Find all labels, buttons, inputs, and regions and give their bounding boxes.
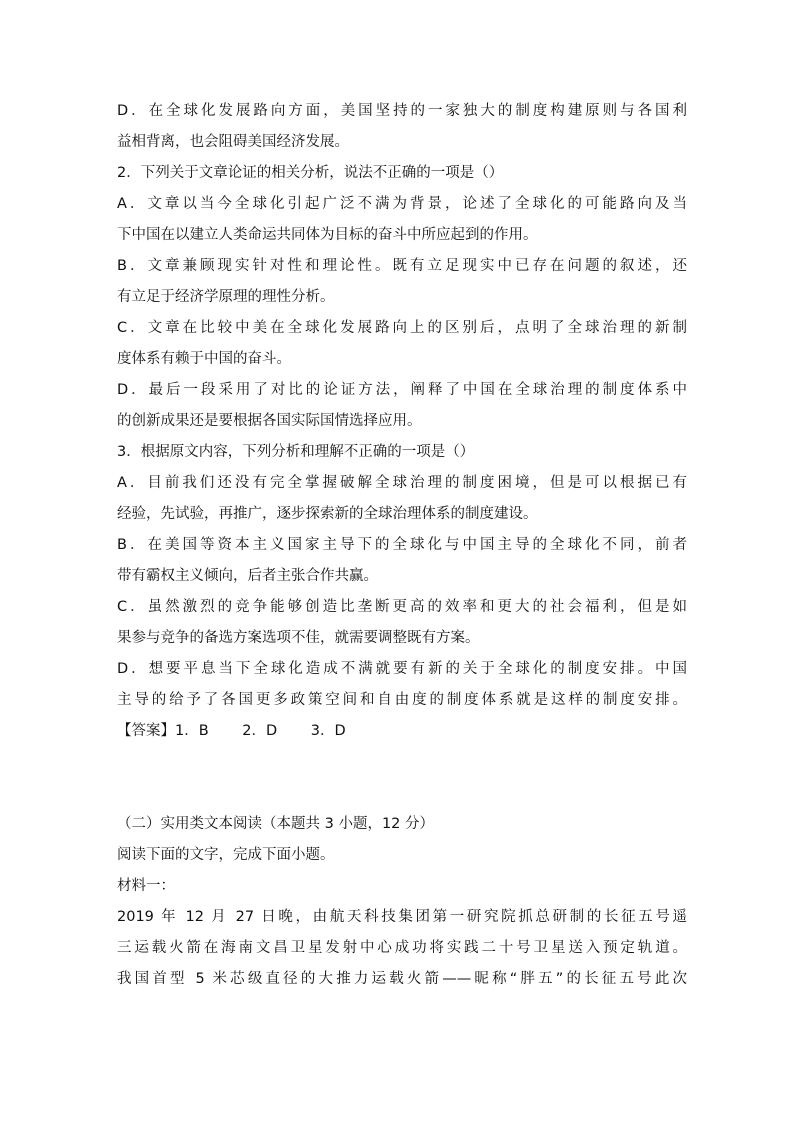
material-1-line-1: 2019 年 12 月 27 日晚，由航天科技集团第一研究院抓总研制的长征五号遥 bbox=[117, 909, 687, 925]
document-body bbox=[117, 96, 687, 995]
q2-option-c-line-1: C．文章在比较中美在全球化发展路向上的区别后，点明了全球治理的新制 bbox=[117, 320, 687, 336]
q3-option-c-line-2: 果参与竞争的备选方案选项不佳，就需要调整既有方案。 bbox=[117, 630, 480, 646]
q3-option-a-line-1: A．目前我们还没有完全掌握破解全球治理的制度困境，但是可以根据已有 bbox=[117, 475, 687, 491]
q3-option-c-line-1: C．虽然激烈的竞争能够创造比垄断更高的效率和更大的社会福利，但是如 bbox=[117, 599, 687, 615]
q2-option-a-line-1: A．文章以当今全球化引起广泛不满为背景，论述了全球化的可能路向及当 bbox=[117, 196, 687, 212]
material-1-line-3: 我国首型 5 米芯级直径的大推力运载火箭——昵称“胖五”的长征五号此次 bbox=[117, 971, 687, 987]
q3-option-b-line-2: 带有霸权主义倾向，后者主张合作共赢。 bbox=[117, 568, 378, 584]
q3-option-d-line-1: D．想要平息当下全球化造成不满就要有新的关于全球化的制度安排。中国 bbox=[117, 661, 687, 677]
material-1-label: 材料一： bbox=[117, 878, 175, 894]
reading-instruction: 阅读下面的文字，完成下面小题。 bbox=[117, 847, 335, 863]
q2-option-b-line-1: B．文章兼顾现实针对性和理论性。既有立足现实中已存在问题的叙述，还 bbox=[117, 258, 687, 274]
option-d-line-2: 益相背离，也会阻碍美国经济发展。 bbox=[117, 134, 349, 150]
q2-option-d-line-2: 的创新成果还是要根据各国实际国情选择应用。 bbox=[117, 413, 422, 429]
q2-option-b-line-2: 有立足于经济学原理的理性分析。 bbox=[117, 289, 335, 305]
q2-option-a-line-2: 下中国在以建立人类命运共同体为目标的奋斗中所应起到的作用。 bbox=[117, 227, 538, 243]
section-gap bbox=[117, 747, 687, 809]
q3-option-b-line-1: B．在美国等资本主义国家主导下的全球化与中国主导的全球化不同，前者 bbox=[117, 537, 687, 553]
q2-option-c-line-2: 度体系有赖于中国的奋斗。 bbox=[117, 351, 291, 367]
answer-key: 【答案】1．B 2．D 3．D bbox=[117, 723, 346, 739]
material-1-line-2: 三运载火箭在海南文昌卫星发射中心成功将实践二十号卫星送入预定轨道。 bbox=[117, 940, 687, 956]
section-2-heading: （二）实用类文本阅读（本题共 3 小题，12 分） bbox=[117, 816, 435, 832]
q3-option-d-line-2: 主导的给予了各国更多政策空间和自由度的制度体系就是这样的制度安排。 bbox=[117, 692, 687, 708]
question-2-stem: 2．下列关于文章论证的相关分析，说法不正确的一项是（） bbox=[117, 165, 504, 181]
q3-option-a-line-2: 经验，先试验，再推广，逐步探索新的全球治理体系的制度建设。 bbox=[117, 506, 538, 522]
question-3-stem: 3．根据原文内容，下列分析和理解不正确的一项是（） bbox=[117, 444, 475, 460]
option-d-line-1: D．在全球化发展路向方面，美国坚持的一家独大的制度构建原则与各国利 bbox=[117, 103, 687, 119]
q2-option-d-line-1: D．最后一段采用了对比的论证方法，阐释了中国在全球治理的制度体系中 bbox=[117, 382, 687, 398]
